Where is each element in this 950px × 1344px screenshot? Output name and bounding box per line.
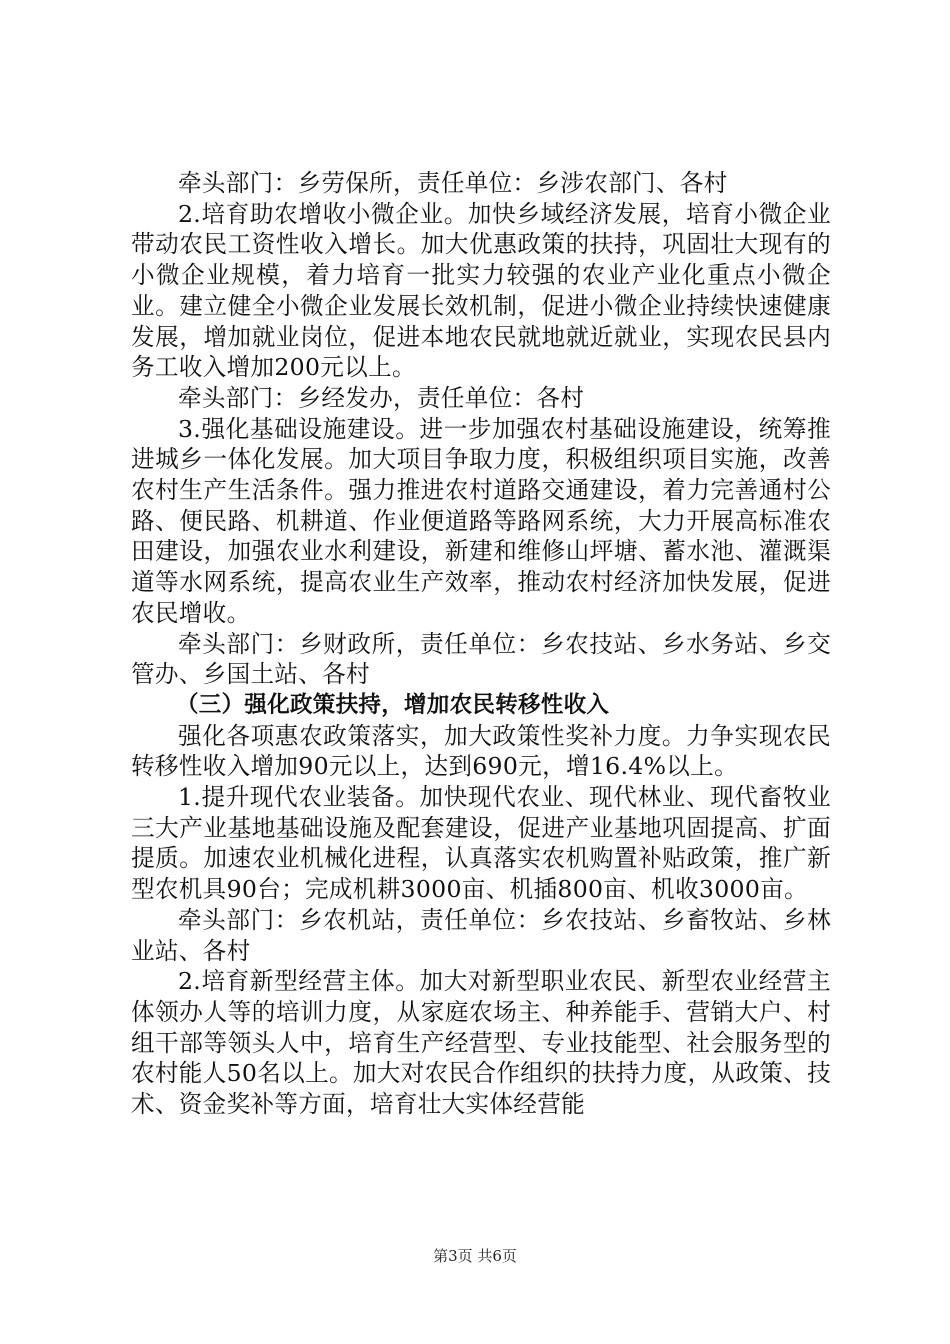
paragraph-agri-equipment: 1.提升现代农业装备。加快现代农业、现代林业、现代畜牧业三大产业基地基础设施及配套建设，促进产业基地巩固提高、扩面提质。加速农业机械化进程，认真落实农机购置补贴政策，推广新型农机具90台；完成机耕3000亩、机插800亩、机收3000亩。 bbox=[131, 783, 831, 904]
paragraph-lead-dept-economy: 牵头部门：乡经发办，责任单位：各村 bbox=[178, 383, 585, 412]
paragraph-infrastructure: 3.强化基础设施建设。进一步加强农村基础设施建设，统筹推进城乡一体化发展。加大项目争取力度，积极组织项目实施，改善农村生产生活条件。强力推进农村道路交通建设，着力完善通村公路、便民路、机耕道、作业便道路等路网系统，大力开展高标准农田建设，加强农业水利建设，新建和维修山坪塘、蓄水池、灌溉渠道等水网系统，提高农业生产效率，推动农村经济加快发展，促进农民增收。 bbox=[131, 414, 831, 627]
paragraph-new-operators: 2.培育新型经营主体。加大对新型职业农民、新型农业经营主体领办人等的培训力度，从家庭农场主、种养能手、营销大户、村组干部等领头人中，培育生产经营型、专业技能型、社会服务型的农村能人50名以上。加大对农民合作组织的扶持力度，从政策、技术、资金奖补等方面，培育壮大实体经营能 bbox=[131, 967, 831, 1119]
section-heading-policy-support: （三）强化政策扶持，增加农民转移性收入 bbox=[176, 691, 610, 718]
paragraph-lead-dept-labor: 牵头部门：乡劳保所，责任单位：乡涉农部门、各村 bbox=[178, 169, 728, 197]
paragraph-lead-dept-finance: 牵头部门：乡财政所，责任单位：乡农技站、乡水务站、乡交管办、乡国土站、各村 bbox=[131, 629, 831, 689]
paragraph-small-enterprises: 2.培育助农增收小微企业。加快乡域经济发展，培育小微企业带动农民工资性收入增长。加大优惠政策的扶持，巩固壮大现有的小微企业规模，着力培育一批实力较强的农业产业化重点小微企业。建立健全小微企业发展长效机制，促进小微企业持续快速健康发展，增加就业岗位，促进本地农民就地就近就业，实现农民县内务工收入增加200元以上。 bbox=[131, 199, 831, 382]
page-number-footer: 第3页 共6页 bbox=[433, 1247, 517, 1265]
paragraph-policy-intro: 强化各项惠农政策落实，加大政策性奖补力度。力争实现农民转移性收入增加90元以上，达到690元，增16.4%以上。 bbox=[131, 721, 831, 781]
paragraph-lead-dept-machinery: 牵头部门：乡农机站，责任单位：乡农技站、乡畜牧站、乡林业站、各村 bbox=[131, 905, 831, 965]
document-body bbox=[131, 168, 831, 1120]
